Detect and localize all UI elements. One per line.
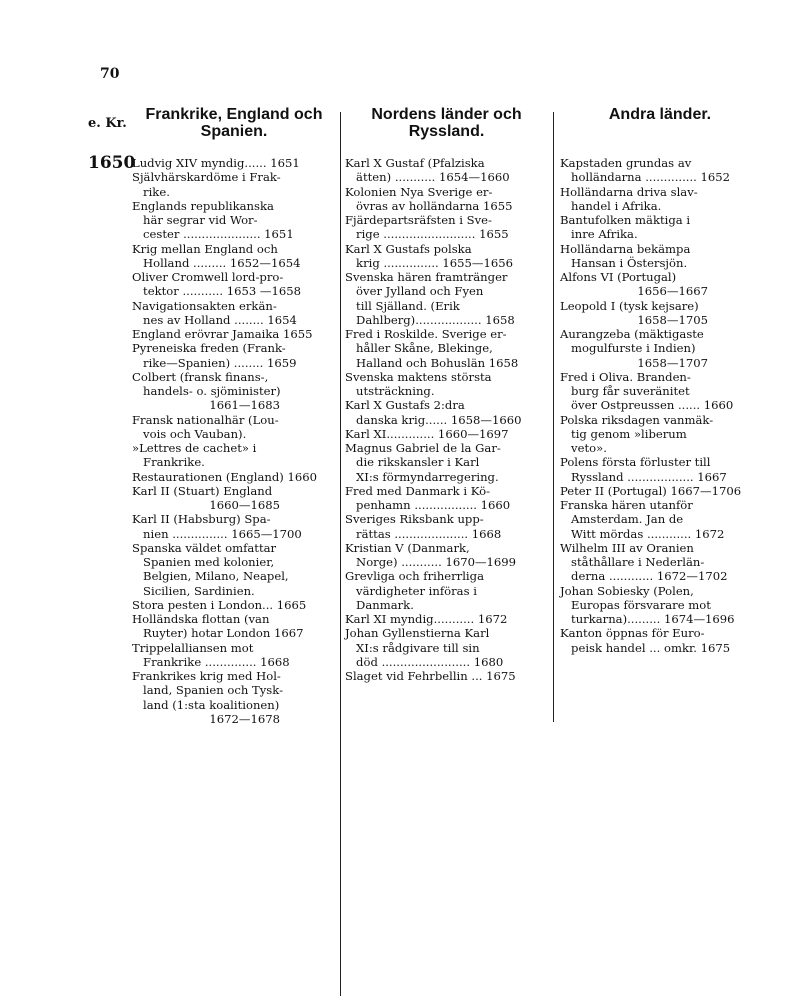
entry-line: ståthållare i Nederlän- bbox=[560, 555, 705, 569]
entry-line: Karl II (Habsburg) Spa- bbox=[132, 512, 271, 527]
entry-line: Fred i Roskilde. Sverige er- bbox=[345, 327, 507, 341]
entry-line: die rikskansler i Karl bbox=[345, 455, 480, 470]
entry-line: danska krig...... 1658—1660 bbox=[345, 412, 522, 427]
entry-line: Fred med Danmark i Kö- bbox=[345, 483, 490, 498]
entry-line: Karl X Gustafs 2:dra bbox=[345, 398, 465, 413]
entry-line: nien ............... 1665—1700 bbox=[132, 526, 302, 541]
entry-line: Wilhelm III av Oranien bbox=[560, 540, 694, 555]
entry-line: övras av holländarna 1655 bbox=[345, 198, 513, 213]
entry-line: Peter II (Portugal) 1667—1706 bbox=[560, 483, 742, 498]
entry-line: Sicilien, Sardinien. bbox=[132, 583, 255, 598]
column-nordic-russia bbox=[345, 106, 548, 683]
entry-line: Englands republikanska bbox=[132, 198, 274, 213]
entry-line: Polens första förluster till bbox=[560, 455, 711, 470]
entry-line: krig ............... 1655—1656 bbox=[345, 255, 514, 270]
entry-line: håller Skåne, Blekinge, bbox=[345, 341, 493, 356]
entry-line: tektor ........... 1653 —1658 bbox=[132, 284, 301, 299]
entry-line: turkarna)......... 1674—1696 bbox=[560, 612, 735, 626]
entry-line: penhamn ................. 1660 bbox=[345, 498, 511, 512]
entry-line: 1661—1683 bbox=[132, 398, 280, 413]
entry-line: Karl X Gustaf (Pfalziska bbox=[345, 156, 485, 170]
entry-list bbox=[345, 156, 548, 683]
entry-line: Belgien, Milano, Neapel, bbox=[132, 569, 289, 584]
entry-line: Colbert (fransk finans-, bbox=[132, 369, 269, 384]
entry-line: England erövrar Jamaika 1655 bbox=[132, 327, 313, 341]
entry-line: rike—Spanien) ........ 1659 bbox=[132, 355, 297, 370]
entry-line: Karl XI............. 1660—1697 bbox=[345, 426, 509, 441]
entry-line: Restaurationen (England) 1660 bbox=[132, 469, 317, 484]
entry-line: över Jylland och Fyen bbox=[345, 284, 484, 299]
entry-line: Navigationsakten erkän- bbox=[132, 298, 277, 313]
column-heading: Nordens länder och Ryssland. bbox=[371, 106, 522, 140]
entry-line: Aurangzeba (mäktigaste bbox=[560, 327, 704, 341]
entry-line: värdigheter införas i bbox=[345, 583, 477, 598]
entry-line: Frankrikes krig med Hol- bbox=[132, 669, 281, 683]
entry-line: Sveriges Riksbank upp- bbox=[345, 512, 484, 527]
entry-line: Svenska maktens största bbox=[345, 369, 492, 384]
entry-line: handels- o. sjöminister) bbox=[132, 384, 281, 398]
entry-line: 1656—1667 bbox=[560, 284, 708, 299]
entry-line: Dahlberg).................. 1658 bbox=[345, 312, 515, 327]
entry-line: vois och Vauban). bbox=[132, 426, 247, 441]
entry-line: Leopold I (tysk kejsare) bbox=[560, 298, 699, 313]
entry-line: Ryssland .................. 1667 bbox=[560, 469, 727, 484]
entry-line: Magnus Gabriel de la Gar- bbox=[345, 441, 501, 455]
entry-line: Frankrike .............. 1668 bbox=[132, 654, 290, 669]
entry-line: Kapstaden grundas av bbox=[560, 156, 692, 170]
entry-list bbox=[132, 156, 336, 726]
entry-line: Kolonien Nya Sverige er- bbox=[345, 184, 493, 199]
entry-line: Polska riksdagen vanmäk- bbox=[560, 412, 714, 427]
entry-line: rike. bbox=[132, 184, 170, 199]
entry-line: Holländarna bekämpa bbox=[560, 241, 691, 256]
entry-line: Kanton öppnas för Euro- bbox=[560, 626, 705, 641]
entry-line: utsträckning. bbox=[345, 384, 435, 398]
entry-line: Holländska flottan (van bbox=[132, 612, 270, 626]
entry-line: Holländarna driva slav- bbox=[560, 184, 698, 199]
entry-list bbox=[560, 156, 760, 655]
entry-line: Kristian V (Danmark, bbox=[345, 540, 470, 555]
year-label: 1650 bbox=[88, 153, 136, 173]
entry-line: Fransk nationalhär (Lou- bbox=[132, 412, 279, 427]
entry-line: XI:s rådgivare till sin bbox=[345, 640, 480, 655]
entry-line: inre Afrika. bbox=[560, 227, 638, 242]
entry-line: peisk handel ... omkr. 1675 bbox=[560, 640, 731, 655]
entry-line: ätten) ........... 1654—1660 bbox=[345, 170, 510, 185]
page-number: 70 bbox=[100, 66, 120, 82]
entry-line: »Lettres de cachet» i bbox=[132, 441, 257, 455]
entry-line: mogulfurste i Indien) bbox=[560, 341, 696, 356]
entry-line: Självhärskardöme i Frak- bbox=[132, 170, 281, 185]
entry-line: Krig mellan England och bbox=[132, 241, 278, 256]
entry-line: Amsterdam. Jan de bbox=[560, 512, 684, 527]
entry-line: 1658—1705 bbox=[560, 312, 708, 327]
entry-line: Frankrike. bbox=[132, 455, 205, 470]
entry-line: Trippelalliansen mot bbox=[132, 640, 254, 655]
entry-line: Johan Gyllenstierna Karl bbox=[345, 626, 490, 641]
entry-line: Fjärdepartsräfsten i Sve- bbox=[345, 213, 492, 227]
entry-line: Oliver Cromwell lord-pro- bbox=[132, 270, 284, 284]
entry-line: här segrar vid Wor- bbox=[132, 213, 258, 227]
entry-line: Fred i Oliva. Branden- bbox=[560, 369, 691, 384]
entry-line: Pyreneiska freden (Frank- bbox=[132, 341, 286, 356]
column-other-countries bbox=[560, 106, 760, 655]
entry-line: derna ............ 1672—1702 bbox=[560, 569, 728, 584]
entry-line: Slaget vid Fehrbellin ... 1675 bbox=[345, 669, 516, 683]
entry-line: Karl II (Stuart) England bbox=[132, 483, 273, 498]
entry-line: Witt mördas ............ 1672 bbox=[560, 526, 725, 541]
column-heading: Frankrike, England och Spanien. bbox=[145, 106, 323, 140]
entry-line: Spanska väldet omfattar bbox=[132, 540, 277, 555]
entry-line: Bantufolken mäktiga i bbox=[560, 213, 691, 227]
entry-line: burg får suveränitet bbox=[560, 384, 690, 398]
entry-line: cester ..................... 1651 bbox=[132, 227, 294, 242]
era-label: e. Kr. bbox=[88, 116, 127, 131]
entry-line: Norge) ........... 1670—1699 bbox=[345, 555, 517, 569]
entry-line: Ludvig XIV myndig...... 1651 bbox=[132, 156, 300, 170]
entry-line: rige ......................... 1655 bbox=[345, 227, 509, 242]
entry-line: Ruyter) hotar London 1667 bbox=[132, 626, 304, 641]
entry-line: land (1:sta koalitionen) bbox=[132, 697, 280, 712]
entry-line: Grevliga och friherrliga bbox=[345, 569, 484, 584]
entry-line: handel i Afrika. bbox=[560, 198, 662, 213]
entry-line: XI:s förmyndarregering. bbox=[345, 469, 499, 484]
entry-line: till Själland. (Erik bbox=[345, 298, 460, 313]
entry-line: Europas försvarare mot bbox=[560, 597, 711, 612]
entry-line: rättas .................... 1668 bbox=[345, 526, 502, 541]
entry-line: Hansan i Östersjön. bbox=[560, 255, 688, 270]
entry-line: Holland ......... 1652—1654 bbox=[132, 255, 301, 270]
entry-line: Karl X Gustafs polska bbox=[345, 241, 472, 256]
entry-line: nes av Holland ........ 1654 bbox=[132, 312, 297, 327]
entry-line: Spanien med kolonier, bbox=[132, 555, 275, 569]
entry-line: död ........................ 1680 bbox=[345, 654, 504, 669]
column-heading: Andra länder. bbox=[608, 106, 712, 123]
column-divider bbox=[553, 112, 554, 722]
entry-line: 1658—1707 bbox=[560, 355, 708, 370]
entry-line: land, Spanien och Tysk- bbox=[132, 683, 283, 698]
entry-line: veto». bbox=[560, 441, 607, 455]
entry-line: över Ostpreussen ...... 1660 bbox=[560, 398, 734, 413]
entry-line: Alfons VI (Portugal) bbox=[560, 270, 677, 284]
entry-line: holländarna .............. 1652 bbox=[560, 170, 731, 185]
column-france-england-spain bbox=[132, 106, 336, 726]
entry-line: Svenska hären framtränger bbox=[345, 270, 508, 284]
entry-line: Karl XI myndig........... 1672 bbox=[345, 612, 508, 626]
column-divider bbox=[340, 112, 341, 996]
entry-line: 1660—1685 bbox=[132, 498, 280, 512]
entry-line: 1672—1678 bbox=[132, 711, 280, 726]
entry-line: tig genom »liberum bbox=[560, 426, 687, 441]
entry-line: Franska hären utanför bbox=[560, 498, 693, 512]
entry-line: Johan Sobiesky (Polen, bbox=[560, 583, 694, 598]
entry-line: Halland och Bohuslän 1658 bbox=[345, 355, 519, 370]
entry-line: Danmark. bbox=[345, 597, 414, 612]
entry-line: Stora pesten i London... 1665 bbox=[132, 597, 307, 612]
